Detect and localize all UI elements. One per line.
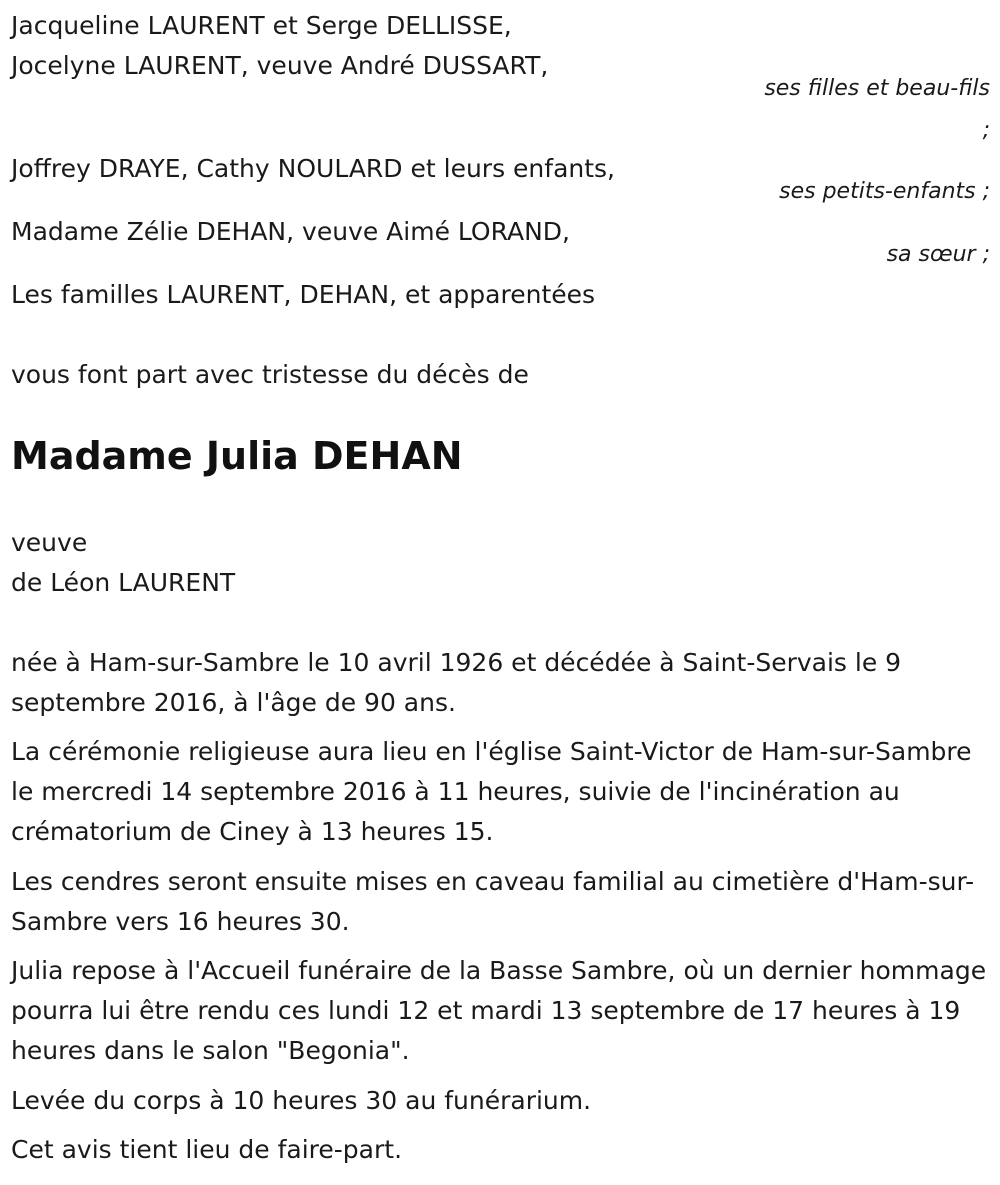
role-daughters: ses filles et beau-fils xyxy=(764,76,990,101)
paragraph-ceremony: La cérémonie religieuse aura lieu en l'église Saint-Victor de Ham-sur-Sambre le mercredi 14 septembre 2016 à 11 heures, suivie de l'incinération au crématorium de Ciney à 13 heures 15. xyxy=(11,737,972,846)
family-line-sister: Madame Zélie DEHAN, veuve Aimé LORAND, xyxy=(11,217,570,246)
widow-label: veuve xyxy=(11,528,88,557)
family-line-daughter-1: Jacqueline LAURENT et Serge DELLISSE, xyxy=(11,11,512,40)
family-line-daughter-2: Jocelyne LAURENT, veuve André DUSSART, xyxy=(11,51,549,80)
paragraph-birth: née à Ham-sur-Sambre le 10 avril 1926 et décédée à Saint-Servais le 9 septembre 2016, à l'âge de 90 ans. xyxy=(11,648,902,717)
announcement-line: vous font part avec tristesse du décès de xyxy=(11,360,529,389)
deceased-name: Madame Julia DEHAN xyxy=(11,434,463,478)
role-sister: sa sœur ; xyxy=(886,242,990,267)
role-grandchildren: ses petits-enfants ; xyxy=(779,179,990,204)
family-line-families: Les familles LAURENT, DEHAN, et apparentées xyxy=(11,280,596,309)
paragraph-levee: Levée du corps à 10 heures 30 au funérarium. xyxy=(11,1086,592,1115)
paragraph-ashes: Les cendres seront ensuite mises en caveau familial au cimetière d'Ham-sur-Sambre vers 16 heures 30. xyxy=(11,867,975,936)
family-line-grandchildren: Joffrey DRAYE, Cathy NOULARD et leurs enfants, xyxy=(11,154,616,183)
role-daughters-semicolon: ; xyxy=(982,118,990,143)
paragraph-rest: Julia repose à l'Accueil funéraire de la Basse Sambre, où un dernier hommage pourra lui être rendu ces lundi 12 et mardi 13 septembre de 17 heures à 19 heures dans le salon "Begonia". xyxy=(11,956,987,1065)
paragraph-notice: Cet avis tient lieu de faire-part. xyxy=(11,1135,403,1164)
widow-of: de Léon LAURENT xyxy=(11,568,236,597)
